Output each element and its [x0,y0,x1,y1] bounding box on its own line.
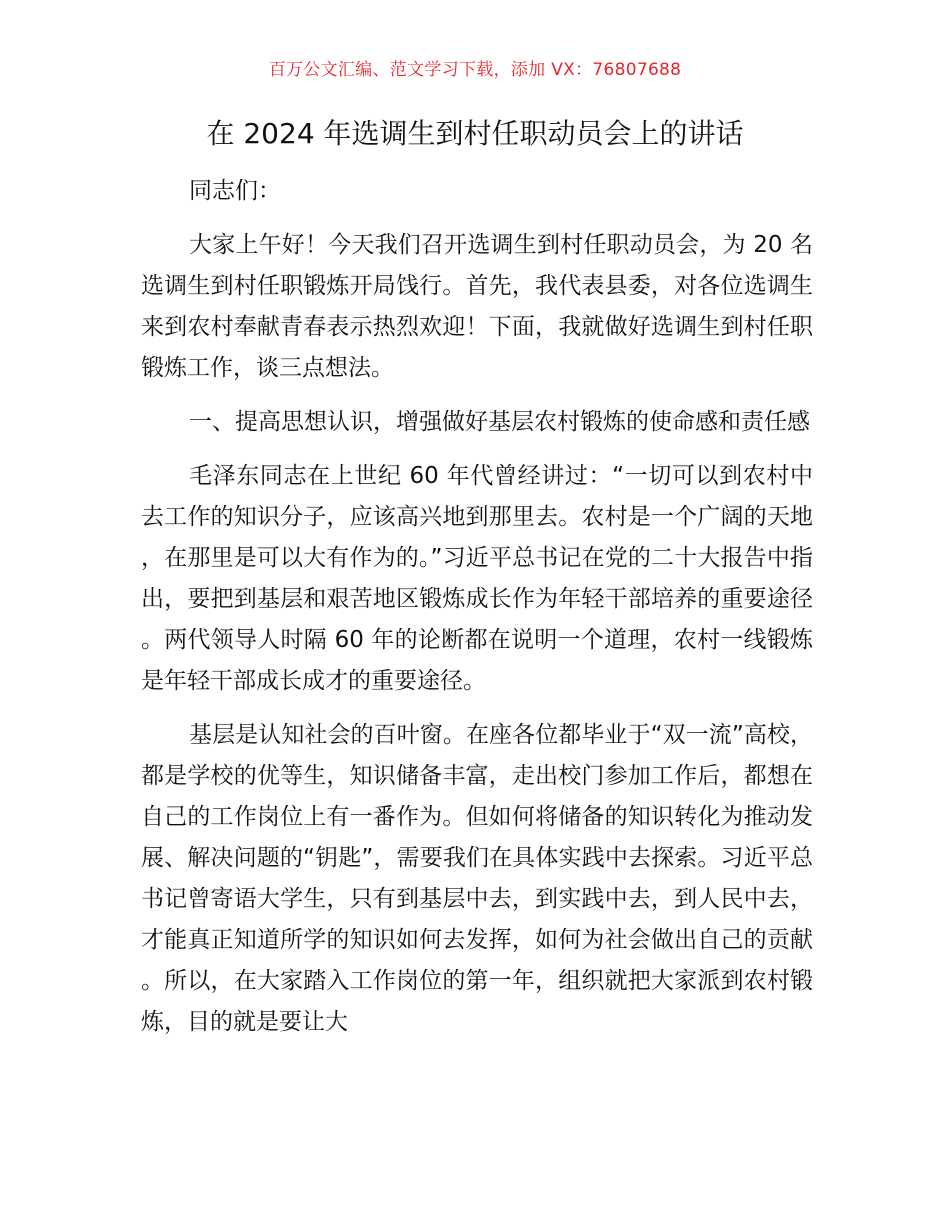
salutation: 同志们： [189,178,281,204]
watermark-header: 百万公文汇编、范文学习下载，添加 VX：76807688 [268,60,682,80]
paragraph-mao-quote: 毛泽东同志在上世纪 60 年代曾经讲过：“一切可以到农村中去工作的知识分子，应该高兴地到那里去。农村是一个广阔的天地，在那里是可以大有作为的。”习近平总书记在党的二十大报告中指出，要把到基层和艰苦地区锻炼成长作为年轻干部培养的重要途径。两代领导人时隔 60 年的论断都在说明一个道理，农村一线锻炼是年轻干部成长成才的重要途径。 [141,463,813,694]
paragraph-opening: 大家上午好！今天我们召开选调生到村任职动员会，为 20 名选调生到村任职锻炼开局饯行。首先，我代表县委，对各位选调生来到农村奉献青春表示热烈欢迎！下面，我就做好选调生到村任职锻炼工作，谈三点想法。 [141,232,813,381]
document-body [141,171,813,1043]
paragraph-grassroots: 基层是认知社会的百叶窗。在座各位都毕业于“双一流”高校，都是学校的优等生，知识储备丰富，走出校门参加工作后，都想在自己的工作岗位上有一番作为。但如何将储备的知识转化为推动发展、解决问题的“钥匙”，需要我们在具体实践中去探索。习近平总书记曾寄语大学生，只有到基层中去，到实践中去，到人民中去，才能真正知道所学的知识如何去发挥，如何为社会做出自己的贡献。所以，在大家踏入工作岗位的第一年，组织就把大家派到农村锻炼，目的就是要让大 [141,722,813,1035]
document-title: 在 2024 年选调生到村任职动员会上的讲话 [206,117,744,150]
section-heading-1: 一、提高思想认识，增强做好基层农村锻炼的使命感和责任感 [189,409,810,435]
